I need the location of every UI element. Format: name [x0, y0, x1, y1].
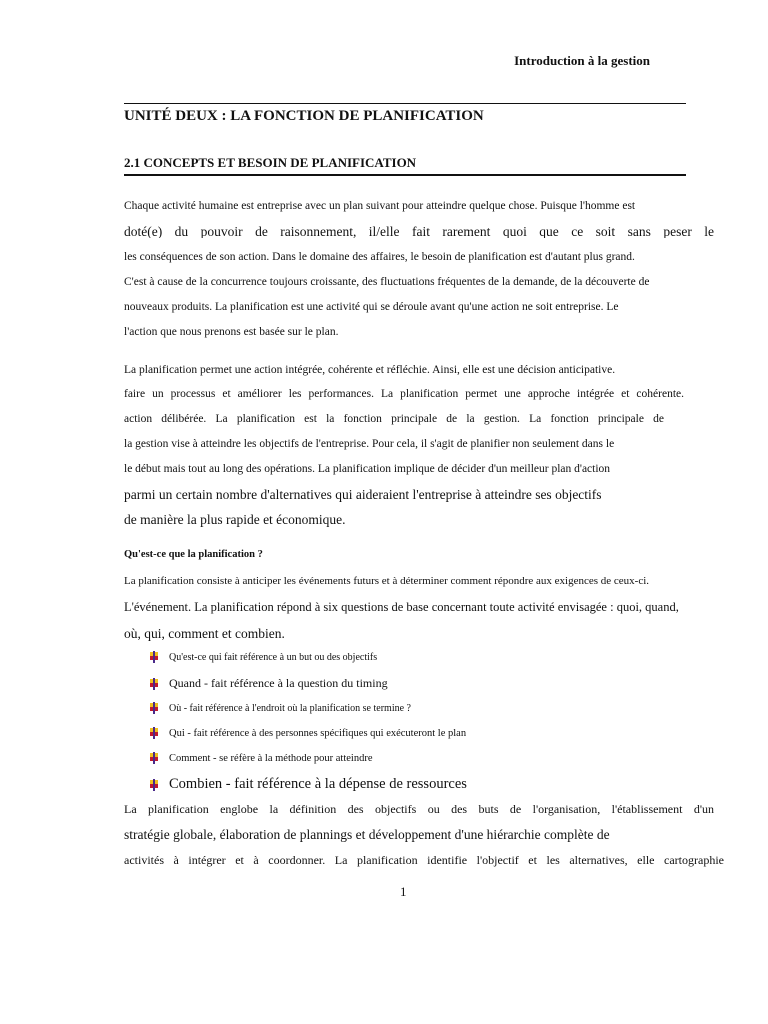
bullet-text: Qu'est-ce qui fait référence à un but ou des objectifs [169, 651, 378, 663]
unit-title: UNITÉ DEUX : LA FONCTION DE PLANIFICATION [124, 103, 686, 125]
bullet-item [148, 651, 377, 663]
para1-line: Chaque activité humaine est entreprise avec un plan suivant pour atteindre quelque chose. Puisque l'homme est [124, 200, 636, 212]
para2-line: faire un processus et améliorer les performances. La planification permet une approche intégrée et cohérente. [124, 388, 684, 400]
bullet-item [148, 776, 467, 793]
para4-line: activités à intégrer et à coordonner. La planification identifie l'objectif et les alternatives, elle cartographie [124, 853, 724, 867]
para2-line: de manière la plus rapide et économique. [124, 512, 346, 527]
bullet-text: Quand - fait référence à la question du timing [169, 676, 388, 690]
running-header: Introduction à la gestion [514, 53, 650, 68]
bullet-item [148, 676, 388, 691]
bullet-text: Où - fait référence à l'endroit où la planification se termine ? [169, 702, 411, 714]
para4-line: La planification englobe la définition des objectifs ou des buts de l'organisation, l'établissement d'un [124, 802, 714, 816]
pushpin-bullet-icon [148, 702, 160, 714]
pushpin-bullet-icon [148, 779, 160, 791]
pushpin-bullet-icon [148, 752, 160, 764]
pushpin-bullet-icon [148, 678, 160, 690]
bullet-text: Qui - fait référence à des personnes spécifiques qui exécuteront le plan [169, 727, 467, 739]
para2-line: le début mais tout au long des opérations. La planification implique de décider d'un meilleur plan d'action [124, 463, 611, 475]
para2-line: la gestion vise à atteindre les objectifs de l'entreprise. Pour cela, il s'agit de planifier non seulement dans le [124, 438, 615, 450]
para1-line: les conséquences de son action. Dans le domaine des affaires, le besoin de planification est d'autant plus grand. [124, 251, 635, 263]
para3-line: La planification consiste à anticiper les événements futurs et à déterminer comment répondre aux exigences de ceux-ci. [124, 575, 650, 587]
para1-line: nouveaux produits. La planification est une activité qui se déroule avant qu'une action ne soit entreprise. Le [124, 301, 619, 313]
bullet-text: Combien - fait référence à la dépense de ressources [169, 776, 467, 792]
section-title: 2.1 CONCEPTS ET BESOIN DE PLANIFICATION [124, 155, 686, 176]
para3-line: L'événement. La planification répond à six questions de base concernant toute activité envisagée : quoi, quand, [124, 600, 679, 614]
para1-line: l'action que nous prenons est basée sur le plan. [124, 326, 339, 338]
pushpin-bullet-icon [148, 651, 160, 663]
para2-line: action délibérée. La planification est la fonction principale de la gestion. La fonction principale de [124, 413, 664, 425]
bullet-text: Comment - se réfère à la méthode pour atteindre [169, 752, 373, 764]
para3-line: où, qui, comment et combien. [124, 626, 285, 641]
bullet-item [148, 752, 373, 764]
para1-line: doté(e) du pouvoir de raisonnement, il/elle fait rarement quoi que ce soit sans peser le [124, 224, 714, 238]
subheading-question: Qu'est-ce que la planification ? [124, 549, 263, 560]
para1-line: C'est à cause de la concurrence toujours croissante, des fluctuations fréquentes de la demande, de la découverte de [124, 276, 650, 288]
bullet-item [148, 727, 466, 739]
bullet-item [148, 702, 411, 714]
para2-line: La planification permet une action intégrée, cohérente et réfléchie. Ainsi, elle est une décision anticipative. [124, 364, 616, 376]
pushpin-bullet-icon [148, 727, 160, 739]
page-number: 1 [400, 884, 407, 899]
para2-line: parmi un certain nombre d'alternatives qui aideraient l'entreprise à atteindre ses objectifs [124, 487, 602, 502]
para4-line: stratégie globale, élaboration de plannings et développement d'une hiérarchie complète de [124, 827, 610, 842]
